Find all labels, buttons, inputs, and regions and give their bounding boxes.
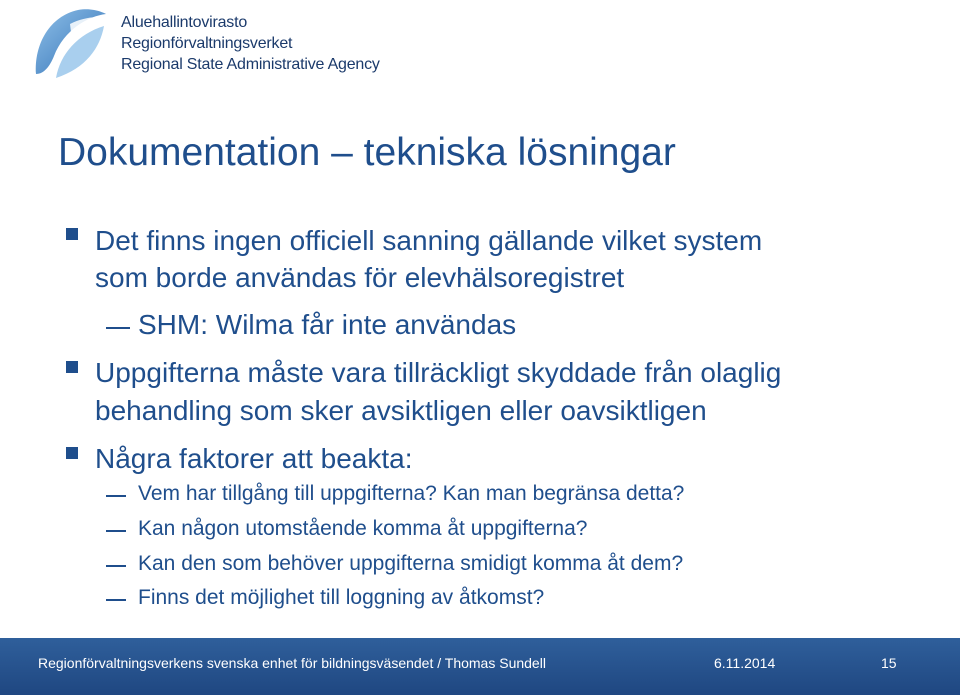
sub-bullet-text: Kan den som behöver uppgifterna smidigt komma åt dem?: [138, 552, 684, 575]
bullet-dash-icon: [106, 599, 126, 601]
bullet-text-line: Några faktorer att beakta:: [95, 443, 413, 474]
bullet-text-line: Det finns ingen officiell sanning gällande vilket system: [95, 225, 763, 256]
bullet-square-icon: [66, 361, 78, 373]
agency-logo: [30, 4, 110, 84]
bullet-dash-icon: [106, 565, 126, 567]
bullet-text-line: behandling som sker avsiktligen eller oavsiktligen: [95, 395, 707, 426]
footer-date: 6.11.2014: [714, 655, 776, 671]
sub-bullet-text: Finns det möjlighet till loggning av åtkomst?: [138, 586, 545, 609]
page-number: 15: [881, 655, 897, 671]
bullet-text-line: som borde användas för elevhälsoregistret: [95, 262, 625, 293]
bullet-dash-icon: [106, 495, 126, 497]
bullet-text-line: Uppgifterna måste vara tillräckligt skyddade från olaglig: [95, 357, 782, 388]
bullet-square-icon: [66, 447, 78, 459]
sub-bullet-text: Kan någon utomstående komma åt uppgifterna?: [138, 517, 588, 540]
agency-name: [121, 12, 380, 75]
agency-name-line: Regional State Administrative Agency: [121, 56, 380, 73]
agency-name-line: Aluehallintovirasto: [121, 14, 248, 31]
sub-bullet-text: SHM: Wilma får inte användas: [138, 309, 517, 340]
footer-text: Regionförvaltningsverkens svenska enhet för bildningsväsendet / Thomas Sundell: [38, 655, 546, 671]
sub-bullet-text: Vem har tillgång till uppgifterna? Kan man begränsa detta?: [138, 482, 685, 505]
slide-title: Dokumentation – tekniska lösningar: [58, 131, 676, 174]
bullet-dash-icon: [106, 327, 130, 329]
bullet-dash-icon: [106, 530, 126, 532]
bullet-square-icon: [66, 228, 78, 240]
agency-name-line: Regionförvaltningsverket: [121, 35, 293, 52]
footer-bar: [0, 638, 960, 695]
